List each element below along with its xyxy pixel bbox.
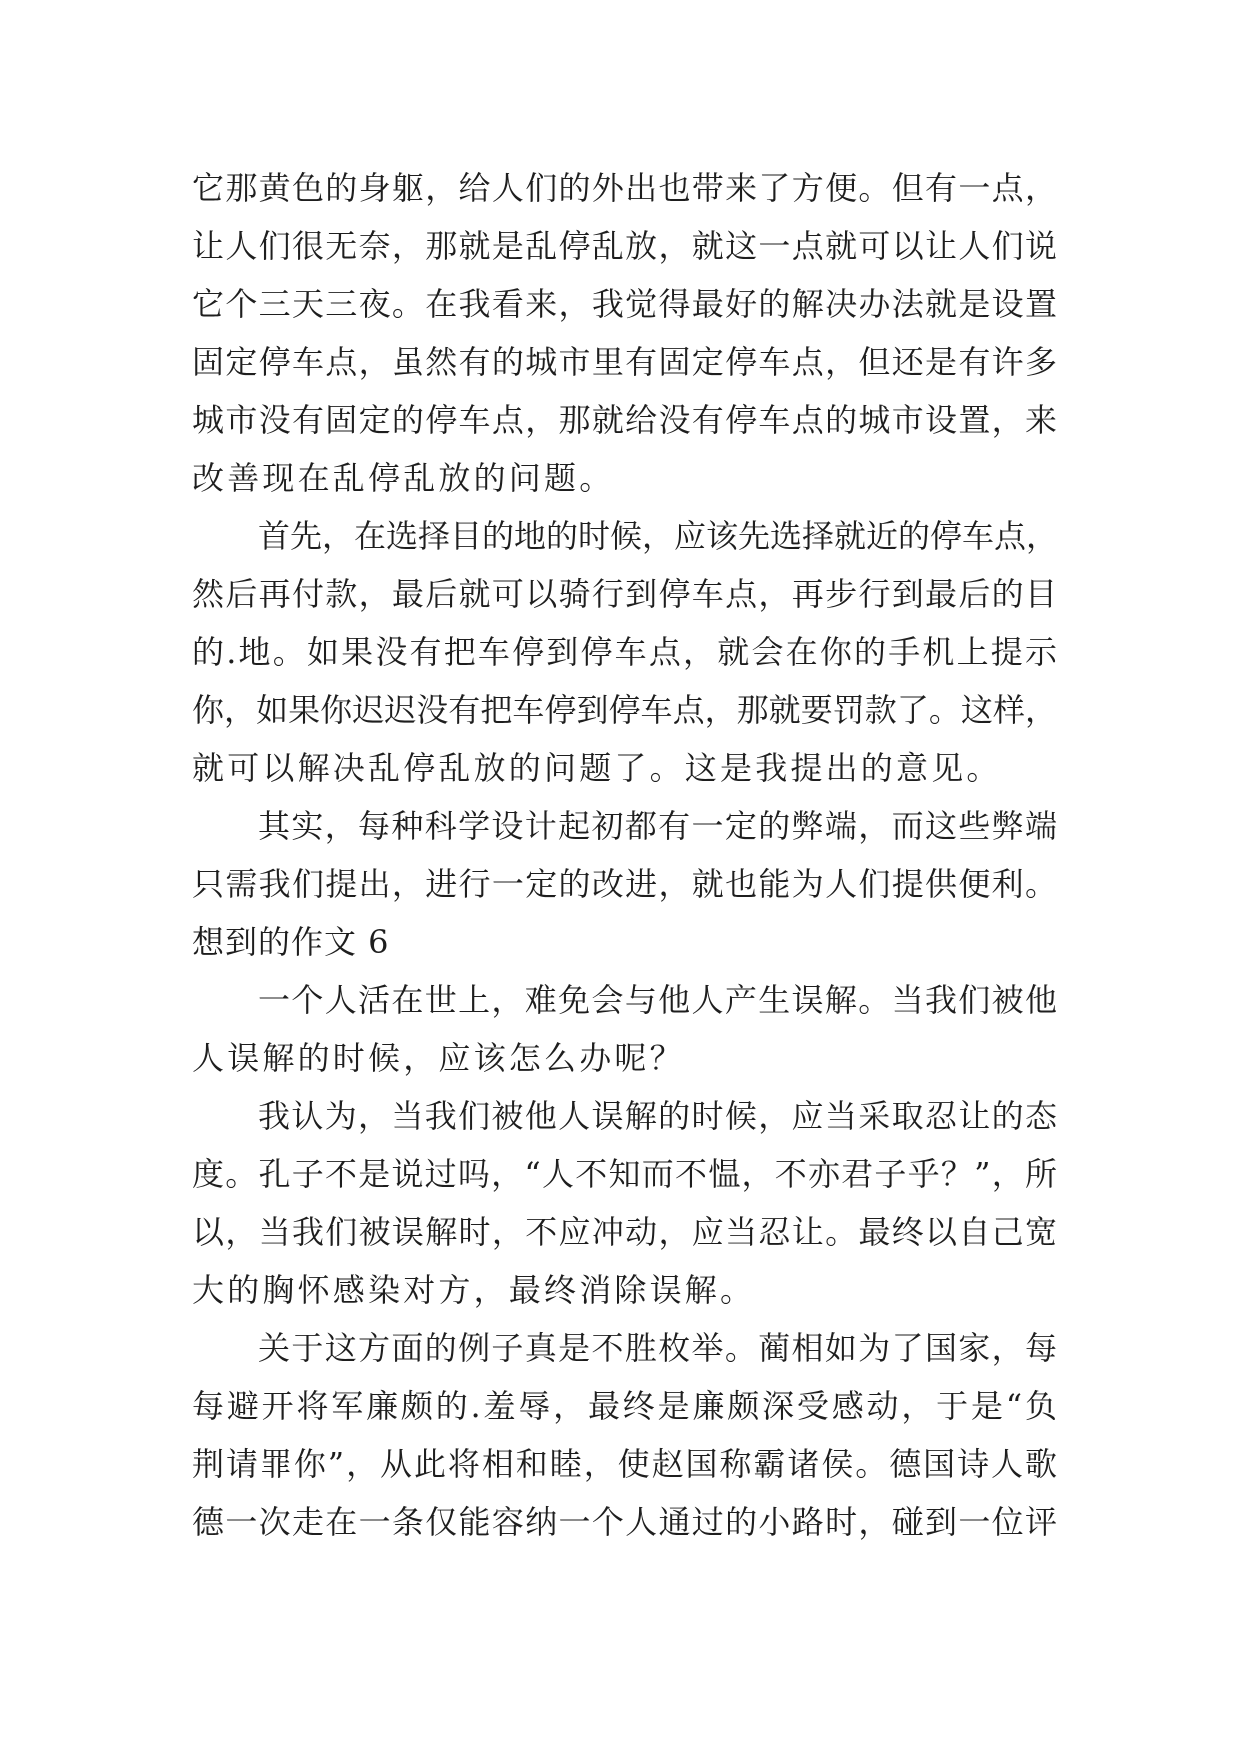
document-body xyxy=(192,159,1057,1551)
text-line: 让人们很无奈，那就是乱停乱放，就这一点就可以让人们说 xyxy=(192,227,1057,265)
text-line: 大的胸怀感染对方，最终消除误解。 xyxy=(192,1271,756,1309)
text-line: 你，如果你迟迟没有把车停到停车点，那就要罚款了。这样， xyxy=(192,691,1057,729)
text-line: 其实，每种科学设计起初都有一定的弊端，而这些弊端 xyxy=(258,807,1057,845)
text-line: 人误解的时候，应该怎么办呢？ xyxy=(192,1039,685,1077)
text-line: 它个三天三夜。在我看来，我觉得最好的解决办法就是设置 xyxy=(192,285,1057,323)
text-line: 就可以解决乱停乱放的问题了。这是我提出的意见。 xyxy=(192,749,1002,787)
text-line: 它那黄色的身躯，给人们的外出也带来了方便。但有一点， xyxy=(192,169,1057,207)
text-line: 我认为，当我们被他人误解的时候，应当采取忍让的态 xyxy=(258,1097,1057,1135)
text-line: 只需我们提出，进行一定的改进，就也能为人们提供便利。 xyxy=(192,865,1057,903)
text-line: 以，当我们被误解时，不应冲动，应当忍让。最终以自己宽 xyxy=(192,1213,1057,1251)
section-heading: 想到的作文 6 xyxy=(192,923,390,961)
text-line: 度。孔子不是说过吗，“人不知而不愠，不亦君子乎？”，所 xyxy=(192,1155,1057,1193)
text-line: 荆请罪你”，从此将相和睦，使赵国称霸诸侯。德国诗人歌 xyxy=(192,1445,1057,1483)
text-line: 首先，在选择目的地的时候，应该先选择就近的停车点， xyxy=(258,517,1059,555)
text-line: 德一次走在一条仅能容纳一个人通过的小路时，碰到一位评 xyxy=(192,1503,1057,1541)
text-line: 改善现在乱停乱放的问题。 xyxy=(192,459,615,497)
text-line: 的.地。如果没有把车停到停车点，就会在你的手机上提示 xyxy=(192,633,1057,671)
text-line: 一个人活在世上，难免会与他人产生误解。当我们被他 xyxy=(258,981,1057,1019)
text-line: 固定停车点，虽然有的城市里有固定停车点，但还是有许多 xyxy=(192,343,1057,381)
text-line: 然后再付款，最后就可以骑行到停车点，再步行到最后的目 xyxy=(192,575,1057,613)
text-line: 每避开将军廉颇的.羞辱，最终是廉颇深受感动，于是“负 xyxy=(192,1387,1057,1425)
text-line: 城市没有固定的停车点，那就给没有停车点的城市设置，来 xyxy=(192,401,1057,439)
text-line: 关于这方面的例子真是不胜枚举。蔺相如为了国家，每 xyxy=(258,1329,1057,1367)
